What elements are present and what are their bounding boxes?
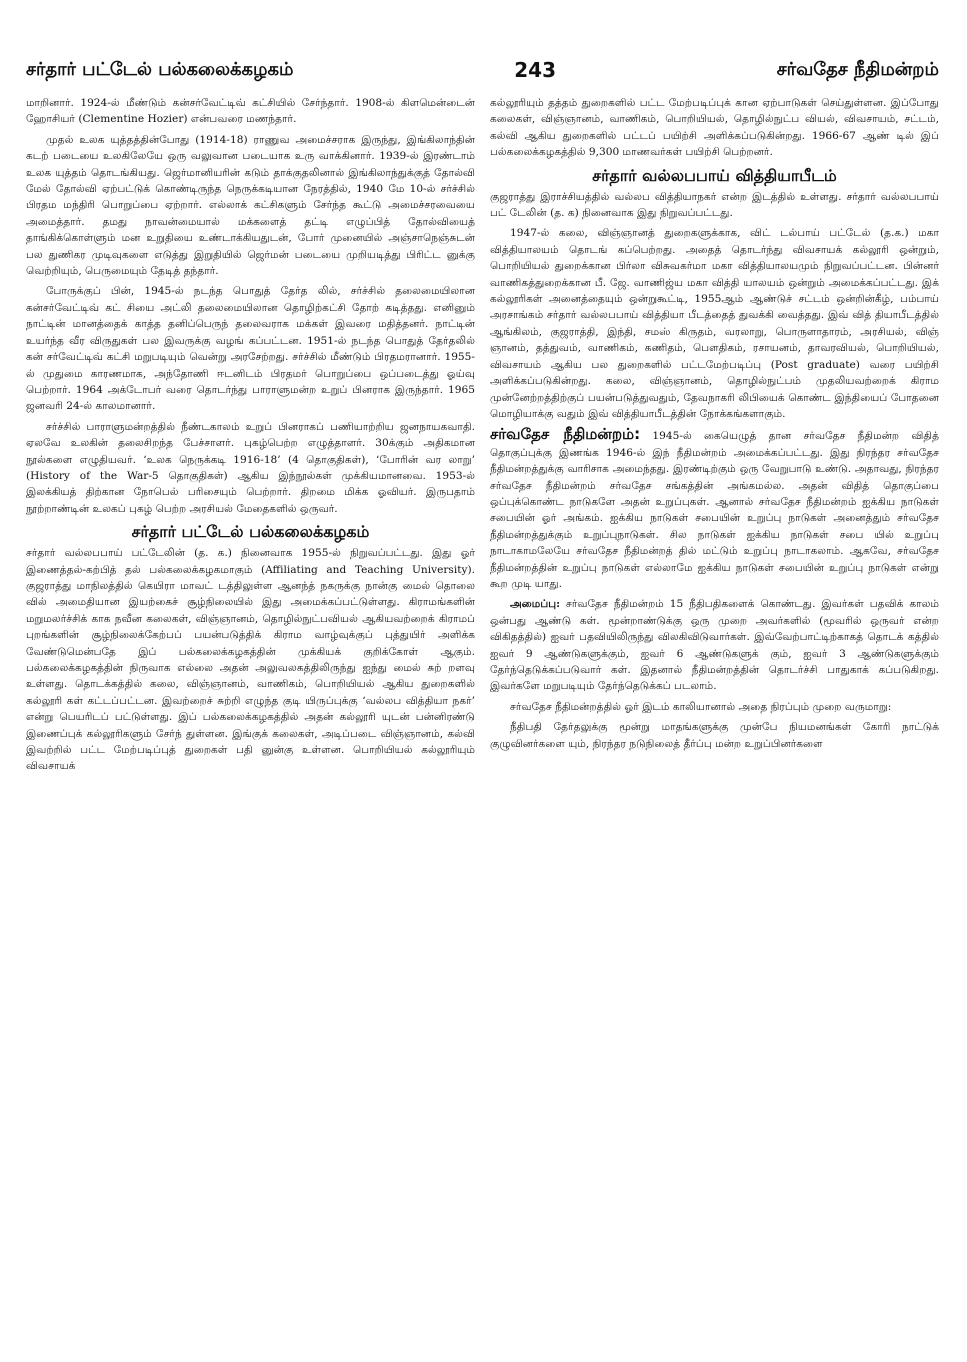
- header-right-title: சர்வதேச நீதிமன்றம்: [776, 58, 939, 80]
- section-heading: சர்தார் வல்லபபாய் வித்தியாபீடம்: [592, 165, 837, 185]
- paragraph-text: சர்வதேச நீதிமன்றம் 15 நீதிபதிகளைக் கொண்டது. இவர்கள் பதவிக் காலம் ஒன்பது ஆண்டு கள். மூன்றாண்டுக்கு ஒரு முறை அவர்களில் (மூவரில் ஒருவர் என்ற விகிதத்தில்) ஐவர் பதவியிலிருந்து விலகிவிடுவார்கள். இவ்வேற்பாட்டிற்காகத் தொடக் கத்தில் ஐவர் 9 ஆண்டுகளுக்கும், ஐவர் 6 ஆண்டுகளுக் கும், ஐவர் 3 ஆண்டுகளுக்கும் தேர்ந்தெடுக்கப்படுவார் கள். இதனால் நீதிமன்றத்தின் தொடர்ச்சி பாதுகாக் கப்படுகிறது. இவர்களே மறுபடியும் தேர்ந்தெடுக்கப் படலாம்.: [490, 598, 939, 693]
- running-header: [26, 52, 939, 88]
- paragraph: குஜராத்து இராச்சியத்தில் வல்லப வித்தியாநகர் என்ற இடத்தில் உள்ளது. சர்தார் வல்லபபாய் பட் டேலின் (த. க) நினைவாக இது நிறுவப்பட்டது.: [490, 190, 939, 220]
- paragraph: சர்ச்சில் பாராளுமன்றத்தில் நீண்டகாலம் உறுப் பினராகப் பணியாற்றிய ஜனநாயகவாதி. ஏலவே உலகின் தலைசிறந்த பேச்சாளர். புகழ்பெற்ற எழுத்தாளர். 30க்கும் அதிகமான நூல்களை எழுதியவர். ‘உலக நெருக்கடி 1916-18’ (4 தொகுதிகள்), ‘போரின் வர லாறு’ (History of the War-5 தொகுதிகள்) ஆகிய இந்நூல்கள் முக்கியமானவை. 1953-ல் இலக்கியத் திற்கான நோபெல் பரிசையும் பெற்றார். திறமை மிக்க ஓவியர். இருபதாம் நூற்றாண்டின் உலகப் புகழ் பெற்ற அரசியல் மேதைகளில் ஒருவர்.: [26, 420, 475, 515]
- paragraph: 1947-ல் கலை, விஞ்ஞானத் துறைகளுக்காக, விட் டல்பாய் பட்டேல் (த.க.) மகா வித்தியாலயம் தொடங் கப்பெற்றது. அதைத் தொடர்ந்து விவசாயக் கல்லூரி ஒன்றும், பொறியியல் துறைக்கான பிர்லா விசுவகர்மா மகா வித்தியாலயமும் நிறுவப்பட்டன. பின்னர் வாணிகத்துறைக்கான பீ. ஜே. வாணிஜ்ய மகா வித்தி யாலயம் ஒன்றும் அமைக்கப்பட்டது. இக் கல்லூரிகள் அனைத்தையும் ஒன்றுகூட்டி, 1955ஆம் ஆண்டுச் சட்டம் ஒன்றின்கீழ், பம்பாய் அரசாங்கம் சர்தார் வல்லபபாய் வித்தியா பீடத்தைத் துவக்கி வைத்தது. இவ் வித் தியாபீடத்தில் ஆங்கிலம், குஜராத்தி, இந்தி, சமஸ் கிருதம், வரலாறு, பொருளாதாரம், அரசியல், விஞ் ஞானம், தத்துவம், வாணிகம், கணிதம், பௌதிகம், ரசாயனம், தாவரவியல், பொறியியல், விவசாயம் ஆகிய பல துறைகளில் பட்டமேற்படிப்பு (Post graduate) வரை பயிற்சி அளிக்கப்படுகின்றது. கலை, விஞ்ஞானம், தொழில்நுட்பம் முதலியவற்றைக் கிராம முன்னேற்றத்திற்குப் பயன்படுத்துவதும், தேவநாகரி லிபியைக் கொண்ட இந்தியைப் போதனை மொழியாக்கு வதும் இவ் வித்தியாபீடத்தின் நோக்கங்களாகும்.: [490, 227, 939, 420]
- paragraph: மாறினார். 1924-ல் மீண்டும் கன்சர்வேட்டிவ் கட்சியில் சேர்ந்தார். 1908-ல் கிளமென்டைன் ஹோசியர் (Clementine Hozier) என்பவரை மணந்தார்.: [26, 97, 475, 126]
- section-heading: சர்தார் பட்டேல் பல்கலைக்கழகம்: [131, 522, 370, 542]
- left-column: [26, 95, 475, 1342]
- paragraph: கல்லூரியும் தத்தம் துறைகளில் பட்ட மேற்படிப்புக் கான ஏற்பாடுகள் செய்துள்ளன. இப்போது கலைகள், விஞ்ஞானம், வாணிகம், பொறியியல், தொழில்நுட்ப வியல், விவசாயம், சட்டம், கல்வி ஆகிய துறைகளில் பட்டப் பயிற்சி அளிக்கப்படுகின்றது. 1966-67 ஆண் டில் இப் பல்கலைக்கழகத்தில் 9,300 மாணவர்கள் பயிற்சி பெற்றனர்.: [490, 97, 939, 159]
- paragraph: நீதிபதி தேர்தலுக்கு மூன்று மாதங்களுக்கு முன்பே நியமனங்கள் கோரி நாட்டுக் குழுவினர்களை யும், நிரந்தர நடுநிலைத் தீர்ப்பு மன்ற உறுப்பினர்களை: [490, 721, 939, 750]
- header-left-title: சர்தார் பட்டேல் பல்கலைக்கழகம்: [26, 58, 294, 80]
- right-column: [490, 95, 939, 1342]
- paragraph: போருக்குப் பின், 1945-ல் நடந்த பொதுத் தேர்த லில், சர்ச்சில் தலைமையிலான கன்சர்வேட்டிவ் கட் சியை அட்லி தலைமையிலான தொழிற்கட்சி தோற் கடித்தது. எனினும் நாட்டின் மானத்தைக் காத்த தனிப்பெருந் தலைவராக மக்கள் இவரை மதித்தனர். நாட்டின் உயர்ந்த வீர விருதுகள் பல இவருக்கு வழங் கப்பட்டன. 1951-ல் நடந்த பொதுத் தேர்தலில் கன் சர்வேட்டிவ் கட்சி மறுபடியும் வென்று அரசேற்றது. சர்ச்சில் மீண்டும் பிரதமரானார். 1955-ல் முதுமை காரணமாக, அந்தோணி ஈடனிடம் பிரதமர் பொறுப்பை ஒப்படைத்து ஓய்வு பெற்றார். 1964 அக்டோபர் வரை தொடர்ந்து பாராளுமன்ற உறுப் பினராக இருந்தார். 1965 ஜனவரி 24-ல் காலமானார்.: [26, 285, 475, 413]
- paragraph: சர்தார் வல்லபபாய் பட்டேலின் (த. க.) நினைவாக 1955-ல் நிறுவப்பட்டது. இது ஓர் இணைத்தல்-கற்பித் தல் பல்கலைக்கழகமாகும் (Affiliating and Teaching University). குஜராத்து மாநிலத்தில் கெயிரா மாவட் டத்திலுள்ள ஆனந்த் நகருக்கு நான்கு மைல் தொலை வில் அமைதியான இயற்கைச் சூழ்நிலையில் இது அமைக்கப்பட்டுள்ளது. கிராமங்களின் மறுமலர்ச்சிக் காக நவீன கலைகள், விஞ்ஞானம், தொழில்நுட்பவியல் ஆகியவற்றைக் கிராமப் புறங்களின் சூழ்நிலைக்கேற்பப் பயன்படுத்திக் கிராம வாழ்வுக்குப் புத்துயிர் அளிக்க வேண்டுமென்பதே இப் பல்கலைக்கழகத்தின் முக்கியக் குறிக்கோள் ஆகும். பல்கலைக்கழகத்தின் நிருவாக எல்லை அதன் அலுவலகத்திலிருந்து ஐந்து மைல் சுற் றளவு உள்ளது. தொடக்கத்தில் கலை, விஞ்ஞானம், வாணிகம், பொறியியல் ஆகிய துறைகளில் கல்லூரி கள் கட்டப்பட்டன. இவற்றைச் சுற்றி எழுந்த குடி யிருப்புக்கு ‘வல்லப வித்தியா நகர்’ என்று பெயரிடப் பட்டுள்ளது. இப் பல்கலைக்கழகத்தில் அதன் கல்லூரி யுடன் பன்னிரண்டு இணைப்புக் கல்லூரிகளும் சேர்ந் துள்ளன. இங்குக் கலைகள், அடிப்படை விஞ்ஞானம், கல்வி இவற்றில் பட்ட மேற்படிப்புத் துறைகள் பதி னுன்கு உள்ளன. பொறியியல் கல்லூரியும் விவசாயக்: [26, 547, 475, 773]
- subsection-label: அமைப்பு:: [510, 598, 560, 611]
- paragraph: [490, 426, 939, 592]
- entry-lead-heading: சர்வதேச நீதிமன்றம்:: [490, 425, 641, 444]
- paragraph: [490, 596, 939, 694]
- paragraph: சர்வதேச நீதிமன்றத்தில் ஓர் இடம் காலியானால் அதை நிரப்பும் முறை வருமாறு:: [510, 700, 892, 713]
- paragraph-text: 1945-ல் கையெழுத் தான சர்வதேச நீதிமன்ற விதித் தொகுப்புக்கு இணங்க 1946-ல் இந் நீதிமன்றம் அமைக்கப்பட்டது. இது நிரந்தர சர்வதேச நீதிமன்றத்துக்கு வாரிசாக அமைந்தது. இரண்டிற்கும் ஒரு வேறுபாடு உண்டு. அதாவது, நிரந்தர சர்வதேச நீதிமன்றம் சர்வதேச சங்கத்தின் அங்கமல்ல. அதன் விதித் தொகுப்பை ஒப்புக்கொண்ட நாடுகளே அதன் உறுப்புகள். ஆனால் சர்வதேச நீதிமன்றம் ஐக்கிய நாடுகள் சபையின் ஓர் அங்கம். ஐக்கிய நாடுகள் சபையின் உறுப்பு நாடுகள் அனைத்தும் சர்வதேச நீதிமன்றத்துக்கும் உறுப்புநாடுகள். சில நாடுகள் ஐக்கிய நாடுகள் சபை யில் உறுப்பு நாடாகாமலேயே சர்வதேச நீதிமன்றத் தில் மட்டும் உறுப்பு நாடாகலாம். ஆகவே, சர்வதேச நீதிமன்றத்தின் உறுப்பு நாடுகள் எல்லாமே ஐக்கிய நாடுகள் சபையின் உறுப்பு நாடுகள் என்று கூற முடி யாது.: [490, 430, 939, 590]
- paragraph: முதல் உலக யுத்தத்தின்போது (1914-18) ராணுவ அமைச்சராக இருந்து, இங்கிலாந்தின் கடற் படையை உலகிலேயே ஒரு வலுவான படையாக உரு வாக்கினார். 1939-ல் இரண்டாம் உலக யுத்தம் தொடங்கியது. ஜெர்மானியரின் கடும் தாக்குதலினால் இங்கிலாந்துக்குத் தோல்வி மேல் தோல்வி ஏற்பட்டுக் கொண்டிருந்த நெருக்கடியான நேரத்தில், 1940 மே 10-ல் சர்ச்சில் பிரதம மந்திரி பொறுப்பை ஏற்றார். எல்லாக் கட்சிகளும் சேர்ந்த கூட்டு அமைச்சரவையை அமைத்தார். தமது நாவன்மையால் மக்களைத் தட்டி எழுப்பித் தோல்வியைத் தாங்கிக்கொள்ளும் மன உறுதியை உண்டாக்கியதுடன், போர் முனையில் அஞ்சாநெஞ்சுடன் பல துணிகர முடிவுகளை எடுத்து இறுதியில் ஜெர்மன் படையை முறியடித்து பிரிட்ட னுக்கு வெற்றியும், பெருமையும் தேடித் தந்தார்.: [26, 133, 475, 278]
- page-number: 243: [514, 58, 556, 82]
- two-column-body: [26, 95, 939, 1342]
